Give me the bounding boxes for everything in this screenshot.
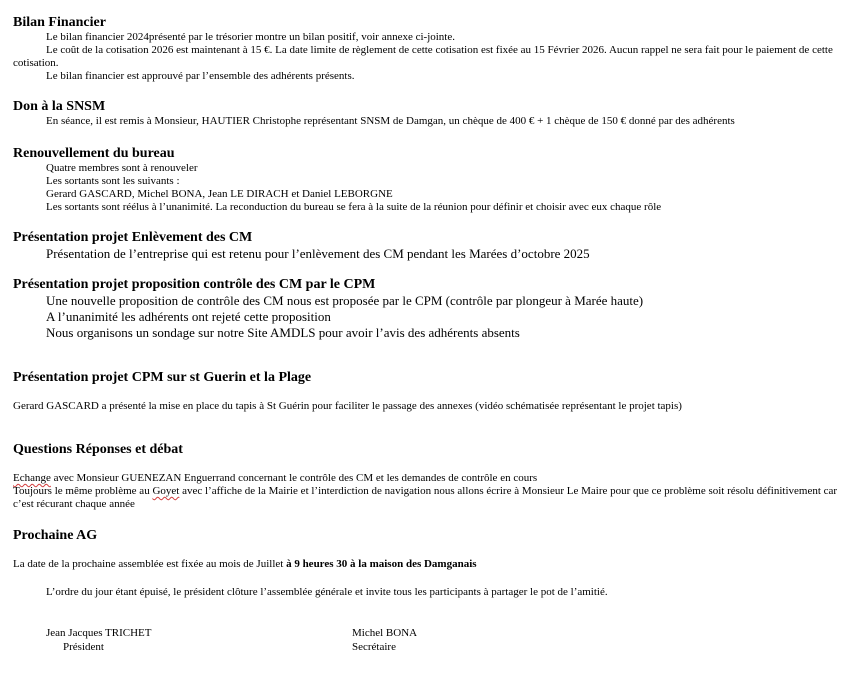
guerin-paragraph: Gerard GASCARD a présenté la mise en place du tapis à St Guérin pour faciliter le passage des annexes (vidéo schématisée représentant le projet tapis) [13, 400, 682, 412]
section-prochaine-ag [13, 527, 853, 599]
section-title-bilan: Bilan Financier [13, 15, 106, 30]
don-paragraph: En séance, il est remis à Monsieur, HAUTIER Christophe représentant SNSM de Damgan, un chèque de 400 € + 1 chèque de 150 € donné par des adhérents [46, 115, 735, 127]
secretaire-role: Secrétaire [352, 641, 396, 653]
signature-secretaire [352, 626, 417, 654]
questions-line-1 [13, 472, 853, 485]
bilan-paragraph-3: Le bilan financier est approuvé par l’ensemble des adhérents présents. [46, 70, 355, 82]
prochaine-paragraph-2: L’ordre du jour étant épuisé, le président clôture l’assemblée générale et invite tous les participants à partager le pot de l’amitié. [46, 586, 608, 598]
questions-line-2-end: avec l’affiche de la Mairie et l’interdiction de navigation nous allons écrire à Monsieur Le Maire pour que ce problème soit résolu définitivement car c’est récurant chaque année [13, 485, 838, 510]
president-name: Jean Jacques TRICHET [46, 627, 152, 639]
controle-line: Une nouvelle proposition de contrôle des CM nous est proposée par le CPM (contrôle par plongeur à Marée haute) [46, 293, 644, 308]
renouvellement-line: Les sortants sont réélus à l’unanimité. La reconduction du bureau se fera à la suite de la réunion pour définir et choisir avec eux chaque rôle [46, 201, 662, 213]
bilan-paragraph-1: Le bilan financier 2024présenté par le trésorier montre un bilan positif, voir annexe ci-jointe. [46, 31, 455, 43]
bilan-paragraph-2: Le coût de la cotisation 2026 est maintenant à 15 €. La date limite de règlement de cette cotisation est fixée au 15 Février 2026. Aucun rappel ne sera fait pour le paiement de cette cotisation. [13, 44, 833, 69]
section-title-renouvellement: Renouvellement du bureau [13, 146, 175, 161]
signature-president [46, 626, 152, 654]
renouvellement-line: Quatre membres sont à renouveler [46, 162, 198, 174]
spellcheck-word: Echange [13, 472, 51, 484]
president-role: Président [63, 641, 104, 653]
enlevement-paragraph: Présentation de l’entreprise qui est retenu pour l’enlèvement des CM pendant les Marées d’octobre 2025 [46, 246, 590, 261]
questions-line-2-start: Toujours le même problème au [13, 485, 153, 497]
prochaine-time-place: à 9 heures 30 à la maison des Damganais [286, 558, 477, 570]
section-bilan-financier [13, 14, 853, 83]
section-title-controle: Présentation projet proposition contrôle des CM par le CPM [13, 277, 376, 292]
section-controle-cm [13, 276, 853, 341]
prochaine-date-text: La date de la prochaine assemblée est fixée au mois de Juillet [13, 558, 287, 570]
prochaine-paragraph-1 [13, 558, 853, 571]
section-guerin [13, 369, 853, 413]
section-don-snsm [13, 98, 853, 128]
controle-line: A l’unanimité les adhérents ont rejeté cette proposition [46, 309, 331, 324]
questions-line-1-text: avec Monsieur GUENEZAN Enguerrand concernant le contrôle des CM et les demandes de contrôle en cours [50, 472, 538, 484]
renouvellement-line: Les sortants sont les suivants : [46, 175, 180, 187]
section-title-guerin: Présentation projet CPM sur st Guerin et la Plage [13, 370, 312, 385]
section-title-don: Don à la SNSM [13, 99, 106, 114]
secretaire-name: Michel BONA [352, 627, 418, 639]
spellcheck-word: Goyet [152, 485, 180, 497]
questions-line-2 [13, 485, 853, 511]
section-questions [13, 441, 853, 511]
section-title-prochaine: Prochaine AG [13, 528, 98, 543]
controle-line: Nous organisons un sondage sur notre Site AMDLS pour avoir l’avis des adhérents absents [46, 325, 520, 340]
section-enlevement-cm [13, 229, 853, 262]
section-renouvellement [13, 145, 853, 214]
section-title-enlevement: Présentation projet Enlèvement des CM [13, 230, 253, 245]
section-title-questions: Questions Réponses et débat [13, 442, 183, 457]
renouvellement-line: Gerard GASCARD, Michel BONA, Jean LE DIRACH et Daniel LEBORGNE [46, 188, 393, 200]
